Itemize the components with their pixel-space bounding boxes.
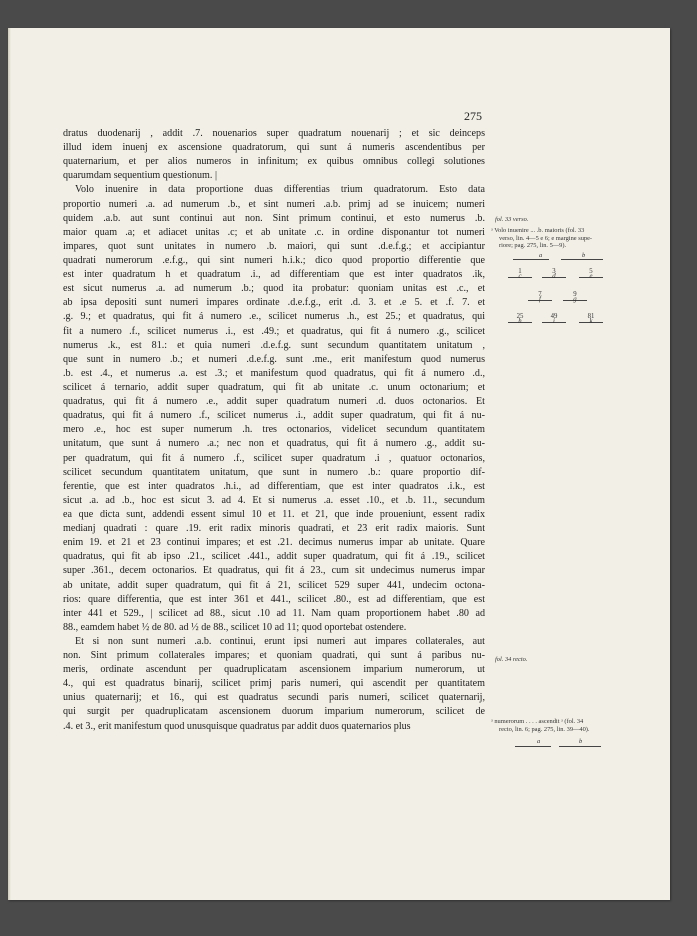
text-line: quaternarium, et per alios numeros in infinitum; ex quibus omnibus collegi solutiones [63, 156, 485, 168]
text-line: .4. et 3., erit manifestum quod unusquisque quadratus par addit duos quaternarios plus [63, 720, 411, 732]
text-line: quadratus, qui fit ab ipso .21., scilicet .441., addit super quadratum, qui fit á .19., scilicet [63, 551, 485, 563]
text-line: super .361., decem octonarios. Et quadratus, qui fit á 23., cum sit undecimus numerus impar [63, 565, 485, 577]
note1-rule-a [513, 259, 549, 260]
text-line: dratus duodenarij , addit .7. nouenarios super quadratum nouenarij ; et sic deinceps [63, 128, 485, 139]
fraction-numerator: 81 [587, 313, 595, 320]
footnote-line: ᵃ numerorum . . . . ascendit ᵃ (fol. 34 [491, 718, 584, 725]
document-page [8, 28, 670, 900]
text-line: .b. est .4., et numerus .a. est .3.; et manifestum quod quadratus, qui fit á numero .d., [63, 367, 485, 379]
text-line: rios: quare differentia, que est inter 361 et 441., scilicet .80., est ad differentiam, que est [63, 593, 485, 605]
margin-note-fol-34: fol. 34 recto. [495, 656, 528, 663]
fraction-denominator: g [573, 296, 577, 303]
note1-label-b: b [582, 252, 586, 259]
text-line: enim 19. et 21 et 23 continui impares; et est .21. decimus numerus impar ab unitate. Quare [63, 537, 485, 549]
text-line: illud idem inuenj ex ascensione quadratorum, qui sunt á numeris ascendentibus per [63, 142, 485, 154]
fraction-numerator: 25 [516, 313, 524, 320]
footnote-line: verso, lin. 4—5 e 6; e margine supe- [499, 234, 593, 242]
fraction-denominator: h [518, 318, 522, 325]
text-line: quadrati numerorum .e.f.g., qui sint numeri h.i.k.; dico quod proportio differentie que [63, 254, 485, 266]
text-line: que sunt in numero .b.; et numeri .d.e.f.g. sunt .me., erit manifestum quod numerus [63, 353, 485, 365]
text-line: quarumdam sequentium questionum. | [63, 170, 217, 182]
fraction-denominator: d [552, 273, 556, 280]
note2-rule-b [559, 746, 601, 747]
fraction-numerator: 1 [518, 268, 522, 275]
fraction-denominator: c [518, 273, 522, 280]
text-line: sicut .a. ad .b., hoc est sicut 3. ad 4. Et si numerus .a. esset .10., et .b. 11., secundum [63, 494, 485, 506]
text-line: per quadratum, qui fit á numero .f., scilicet super quadratum .i , quatuor octonarios, [63, 452, 485, 464]
text-line: proportio numeri .a. ad numerum .b., et sint numeri .a.b. primj ad se inuicem; numeri [63, 198, 485, 210]
note2-rule-a [515, 746, 551, 747]
text-line: Et si non sunt numeri .a.b. continui, erunt ipsi numeri aut impares collaterales, aut [75, 635, 485, 647]
note2-label-a: a [537, 738, 541, 745]
footnote-line: recto, lin. 6; pag. 275, lin. 39—40). [499, 725, 590, 733]
text-line: impares, quot sunt unitates in numero .b. maiori, qui sunt .d.e.f.g.; et accipiantur [63, 240, 485, 252]
text-line: scilicet á ternario, addit super quadratum, qui fit ab unitate .c. unum octonarium; et [63, 381, 485, 393]
text-line: .g. 9.; et quadratus, qui fit á numero .e., scilicet numerus .h., est 25.; et quadratus, qui [63, 311, 485, 323]
fraction-numerator: 5 [589, 268, 593, 275]
footnote-line: riore; pag. 275, lin. 5—9). [499, 242, 567, 250]
text-line: Volo inuenire in data proportione duas differentias trium quadratorum. Esto data [75, 184, 485, 196]
footnote-line: ᵃ Volo inuenire ... .b. maioris (fol. 33 [491, 227, 585, 234]
text-line: quadratus, qui fit á numero .e., addit super quadratum numeri .d. duos octonarios. Et [63, 396, 485, 408]
text-line: ab ipsa depositi sunt numeri impares ordinate .d.e.f.g., erit .d. 3. et .e 5. et .f. 7. et [63, 297, 485, 309]
margin-footnote-1 [491, 227, 592, 250]
text-line: non. Sint primum collaterales impares; et quoniam quadrati, qui sunt á paribus nu- [63, 650, 485, 662]
text-line: qui surgit per quadruplicatam ascensionem duorum imparium numerorum, scilicet de [63, 706, 485, 718]
text-line: ferentie, que est inter quadratos .h.i., ad differentiam, que est inter quadratos .i.k., est [63, 480, 485, 492]
text-line: fit a numero .f., scilicet numerus .i., est .49.; et quadratus, qui fit á numero .g., scilicet [63, 325, 485, 337]
text-line: quidem .a.b. aut sunt continui aut non. Sint primum continui, et esto numerus .b. [63, 212, 485, 224]
text-line: medianj quadrati : quare .19. erit radix minoris quadrati, et 23 erit radix maioris. Sunt [63, 523, 485, 535]
note2-label-b: b [579, 738, 583, 745]
text-line: meris, ordinate ascendunt per quadruplicatam ascensionem imparium numerorum, ut [63, 664, 485, 676]
text-line: unitatum, que sunt á numero .a.; nec non et quadratus, qui fit á numero .g., addit su- [63, 438, 485, 450]
fraction-denominator: f [539, 296, 541, 303]
main-text-column [63, 127, 485, 734]
fraction-denominator: k [589, 318, 593, 325]
note1-rule-b [561, 259, 603, 260]
text-line: ab unitate, addit super quadratum, qui fit á 21, scilicet 529 super 441, undecim octona- [63, 579, 485, 591]
text-line: 88., eamdem habet ½ de 80. ad ½ de 88., scilicet 10 ad 11; quod oportebat ostendere. [63, 621, 407, 633]
fraction-denominator: e [589, 273, 593, 280]
text-line: inter 441 et 529., | scilicet ad 88., sicut .10 ad 11. Nam quam proportionem habet .80 ad [63, 607, 485, 619]
text-line: mero .e., hoc est super numerum .h. tres octonarios, videlicet secundum quantitatem [63, 424, 485, 436]
note1-label-a: a [539, 252, 543, 259]
fraction-numerator: 49 [550, 313, 558, 320]
fraction-denominator: i [553, 318, 555, 325]
fraction-numerator: 9 [573, 291, 577, 298]
fraction-numerator: 3 [552, 268, 556, 275]
text-line: maior quam .a; et adiacet unitas .c; et ab unitate .c. in ordine disponantur tot numeri [63, 226, 485, 238]
fraction-numerator: 7 [538, 291, 542, 298]
text-line: 4., qui est quadratus binarij, scilicet primj paris numeri, qui ascendit per quantitatem [63, 678, 485, 690]
margin-footnote-2 [491, 718, 590, 733]
margin-note-fol-33: fol. 33 verso. [495, 216, 529, 223]
text-line: quadratus, qui fit á numero .f., scilicet numerus .i., addit super quadratum, qui fit á nu- [63, 410, 485, 422]
text-line: est sicut numerus .a. ad numerum .b.; quod ita probatur: quoniam unitas est .c., et [63, 283, 485, 295]
page-number: 275 [464, 109, 482, 123]
text-line: numerus .k., est 81.: et quia numeri .d.e.f.g. sunt secundum quantitatem unitatum , [63, 339, 485, 351]
text-line: est inter quadratum h et quadratum .i., ad differentiam que est inter quadratos .ik, [63, 269, 485, 281]
text-line: ea que dicta sunt, addendi essent simul 10 et 11. et 21, que inde proueniunt, essent radix [63, 508, 485, 520]
text-line: scilicet secundum quantitatem unitatum, que sunt in numero .b.: quare proportio dif- [63, 466, 485, 478]
text-line: unius quaternarij; et 16., qui est quadratus secundi paris numeri, scilicet quaternarij, [63, 692, 485, 704]
